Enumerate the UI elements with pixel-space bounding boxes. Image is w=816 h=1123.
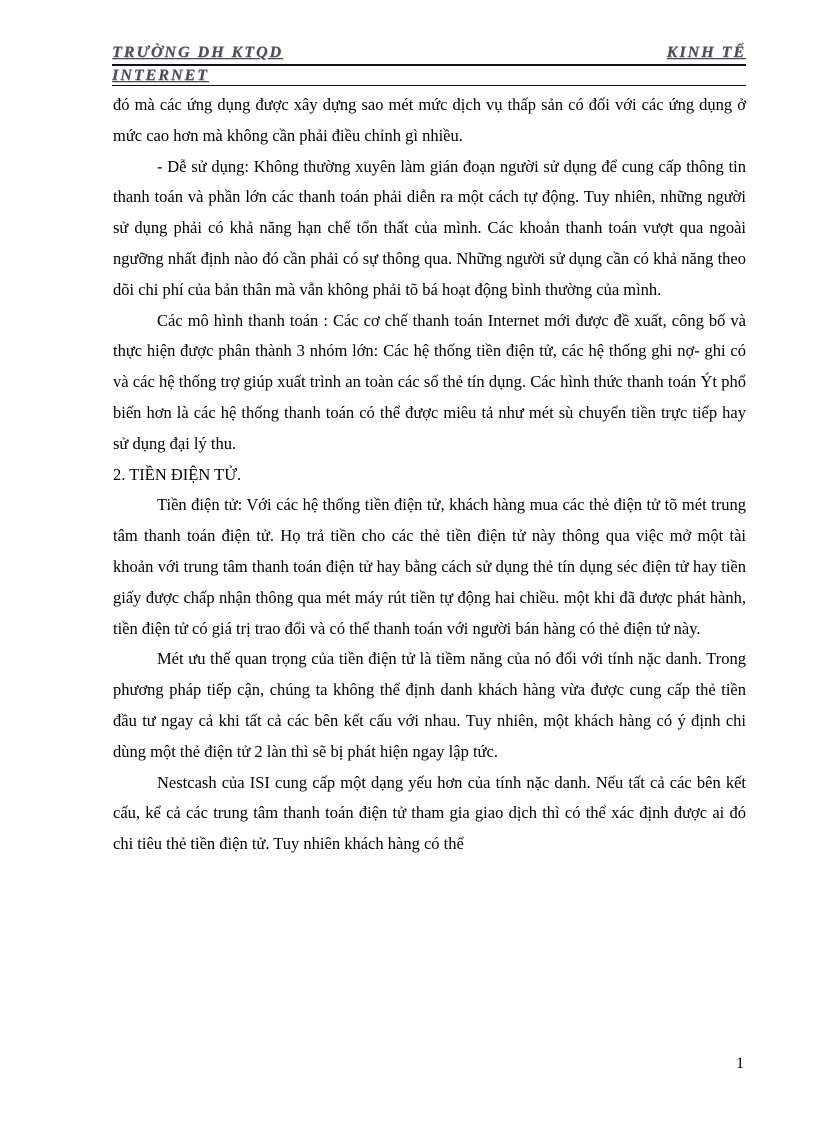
header-rule-top bbox=[112, 64, 746, 66]
header-rule-bottom bbox=[112, 85, 746, 86]
header-subject-line2: INTERNET bbox=[112, 67, 209, 84]
page-number: 1 bbox=[736, 1055, 744, 1072]
page-footer bbox=[736, 1055, 744, 1073]
page-header bbox=[112, 44, 746, 86]
paragraph-anonymity: Mét ưu thế quan trọng của tiền điện tử là tiềm năng của nó đối với tính nặc danh. Trong phương pháp tiếp cận, chúng ta không thể định danh khách hàng vừa được cung cấp thẻ tiền đầu tư ngay cả khi tất cả các bên kết cấu với nhau. Tuy nhiên, một khách hàng có ý định chi dùng một thẻ điện tử 2 làn thì sẽ bị phát hiện ngay lập tức. bbox=[113, 649, 746, 761]
header-row-2 bbox=[112, 67, 746, 84]
document-body bbox=[113, 90, 746, 860]
paragraph-payment-models: Các mô hình thanh toán : Các cơ chế thanh toán Internet mới được đề xuất, công bố và thực hiện được phân thành 3 nhóm lớn: Các hệ thống tiền điện tử, các hệ thống ghi nợ- ghi có và các hệ thống trợ giúp xuất trình an toàn các số thẻ tín dụng. Các hình thức thanh toán Ýt phổ biến hơn là các hệ thống thanh toán có thể được miêu tả như mét sù chuyển tiền trực tiếp hay sử dụng đại lý thu. bbox=[113, 310, 746, 453]
header-subject-right: KINH TẾ bbox=[666, 44, 746, 61]
section-heading-tien-dien-tu: 2. TIỀN ĐIỆN TỬ. bbox=[113, 464, 242, 484]
header-school-name: TRƯỜNG DH KTQD bbox=[112, 44, 284, 61]
paragraph-e-money-intro: Tiền điện tử: Với các hệ thống tiền điện tử, khách hàng mua các thẻ điện tử tõ mét trung tâm thanh toán điện tử. Họ trả tiền cho các thẻ tiền điện tử này thông qua việc mở một tài khoản với trung tâm thanh toán điện tử hay bằng cách sử dụng thẻ tín dụng séc điện tử hay tiền giấy được chấp nhận thông qua mét máy rút tiền tự động hai chiều. một khi đã được phát hành, tiền điện tử có giá trị trao đổi và có thể thanh toán với người bán hàng có thẻ điện tử này. bbox=[113, 495, 746, 638]
header-row-1 bbox=[112, 44, 746, 62]
paragraph-easy-to-use: - Dễ sử dụng: Không thường xuyên làm gián đoạn người sử dụng để cung cấp thông tin thanh toán và phần lớn các thanh toán phải diễn ra một cách tự động. Tuy nhiên, những người sử dụng phải có khả năng hạn chế tổn thất của mình. Các khoản thanh toán vượt qua ngoài ngưỡng nhất định nào đó cần phải có sự thông qua. Những người sử dụng cần có khả năng theo dõi chi phí của bản thân mà vẫn không phải tõ bá hoạt động bình thường của mình. bbox=[113, 156, 746, 299]
paragraph-continuation: đó mà các ứng dụng được xây dựng sao mét mức dịch vụ thấp sản có đối với các ứng dụng ở mức cao hơn mà không cần phải điều chỉnh gì nhiều. bbox=[113, 95, 746, 145]
paragraph-nestcash: Nestcash của ISI cung cấp một dạng yếu hơn của tính nặc danh. Nếu tất cả các bên kết cấu, kể cả các trung tâm thanh toán điện tử tham gia giao dịch thì có thể xác định được ai đó chi tiêu thẻ tiền điện tử. Tuy nhiên khách hàng có thể bbox=[113, 772, 746, 854]
